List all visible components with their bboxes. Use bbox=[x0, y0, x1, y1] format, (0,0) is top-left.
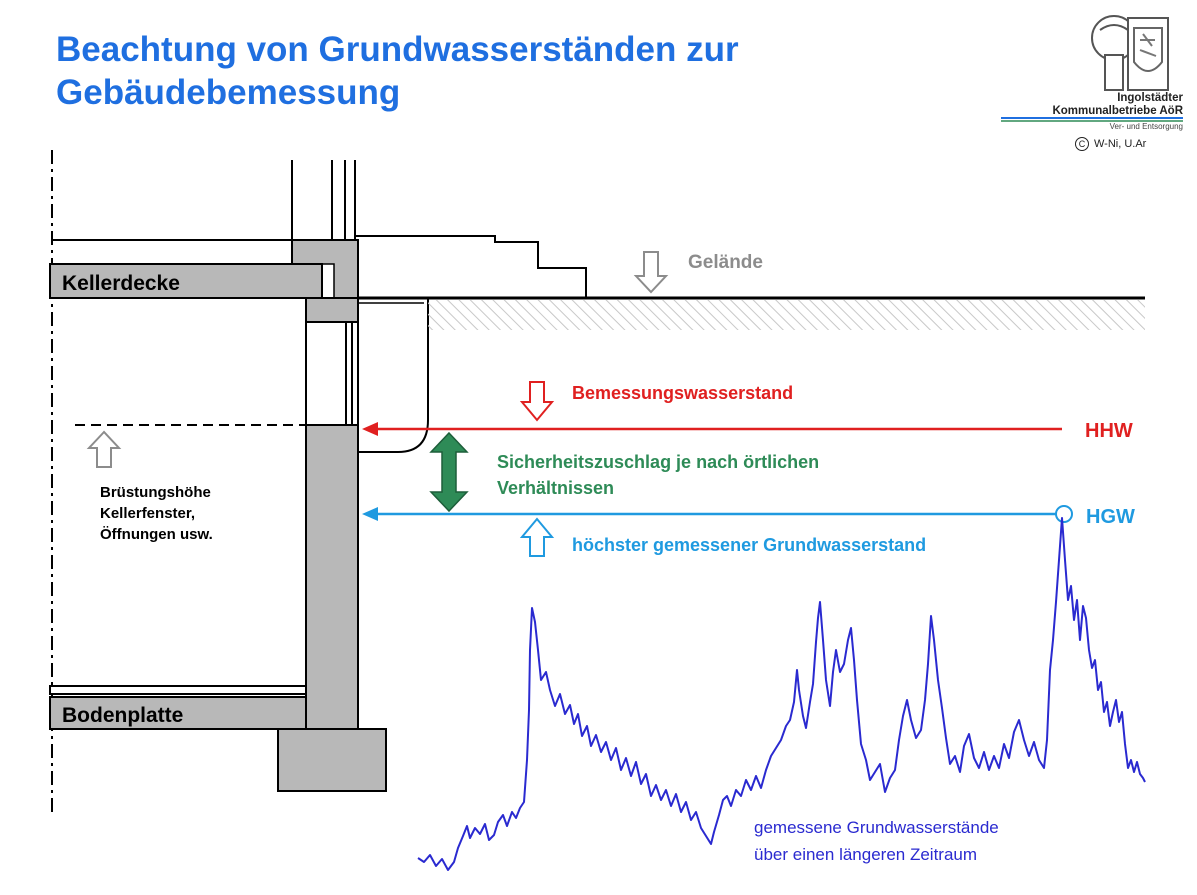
basement-wall bbox=[306, 425, 358, 730]
organization-name-line1: Ingolstädter bbox=[1117, 92, 1183, 104]
double-arrow-icon bbox=[431, 433, 467, 511]
copyright-icon: C bbox=[1075, 137, 1089, 151]
sicherheit-line2: Verhältnissen bbox=[497, 478, 615, 498]
bruestung-line2: Kellerfenster, bbox=[100, 505, 196, 522]
gemessene-label bbox=[754, 818, 1003, 864]
kellerdecke-label: Kellerdecke bbox=[62, 272, 180, 295]
page-title-line2: Gebäudebemessung bbox=[56, 73, 401, 112]
hhw-label: HHW bbox=[1085, 420, 1133, 442]
up-arrow-outline-icon bbox=[89, 432, 119, 467]
bemessung-label: Bemessungswasserstand bbox=[572, 383, 794, 403]
up-arrow-outline-icon bbox=[522, 519, 552, 556]
hgw-label: HGW bbox=[1086, 506, 1135, 528]
terrace-steps bbox=[355, 236, 586, 298]
gemessene-line1: gemessene Grundwasserstände bbox=[754, 818, 999, 837]
circle-marker-icon bbox=[1056, 506, 1072, 522]
organization-name-line2: Kommunalbetriebe AöR bbox=[1052, 105, 1183, 117]
copyright-text: W-Ni, U.Ar bbox=[1094, 137, 1147, 150]
soil-hatch bbox=[428, 300, 1145, 330]
wall-notch bbox=[322, 264, 334, 298]
floor-finish bbox=[50, 686, 306, 694]
foundation bbox=[278, 729, 386, 791]
hoechster-label: höchster gemessener Grundwasserstand bbox=[572, 535, 927, 555]
sicherheit-label bbox=[497, 452, 824, 498]
bruestung-line3: Öffnungen usw. bbox=[100, 526, 213, 543]
sicherheit-line1: Sicherheitszuschlag je nach örtlichen bbox=[497, 452, 820, 472]
down-arrow-outline-icon bbox=[636, 252, 666, 292]
page-title-line1: Beachtung von Grundwasserständen zur bbox=[56, 30, 739, 69]
bruestung-line1: Brüstungshöhe bbox=[100, 484, 211, 501]
window-lintel bbox=[306, 298, 358, 322]
organization-subtitle: Ver- und Entsorgung bbox=[1109, 122, 1183, 131]
gemessene-line2: über einen längeren Zeitraum bbox=[754, 845, 978, 864]
bodenplatte-label: Bodenplatte bbox=[62, 704, 184, 727]
hhw-arrowhead bbox=[362, 422, 378, 436]
down-arrow-outline-icon bbox=[522, 382, 552, 420]
coat-of-arms-icon bbox=[1092, 16, 1168, 90]
hgw-arrowhead bbox=[362, 507, 378, 521]
bruestung-label bbox=[100, 484, 215, 543]
gelaende-label: Gelände bbox=[688, 252, 763, 273]
